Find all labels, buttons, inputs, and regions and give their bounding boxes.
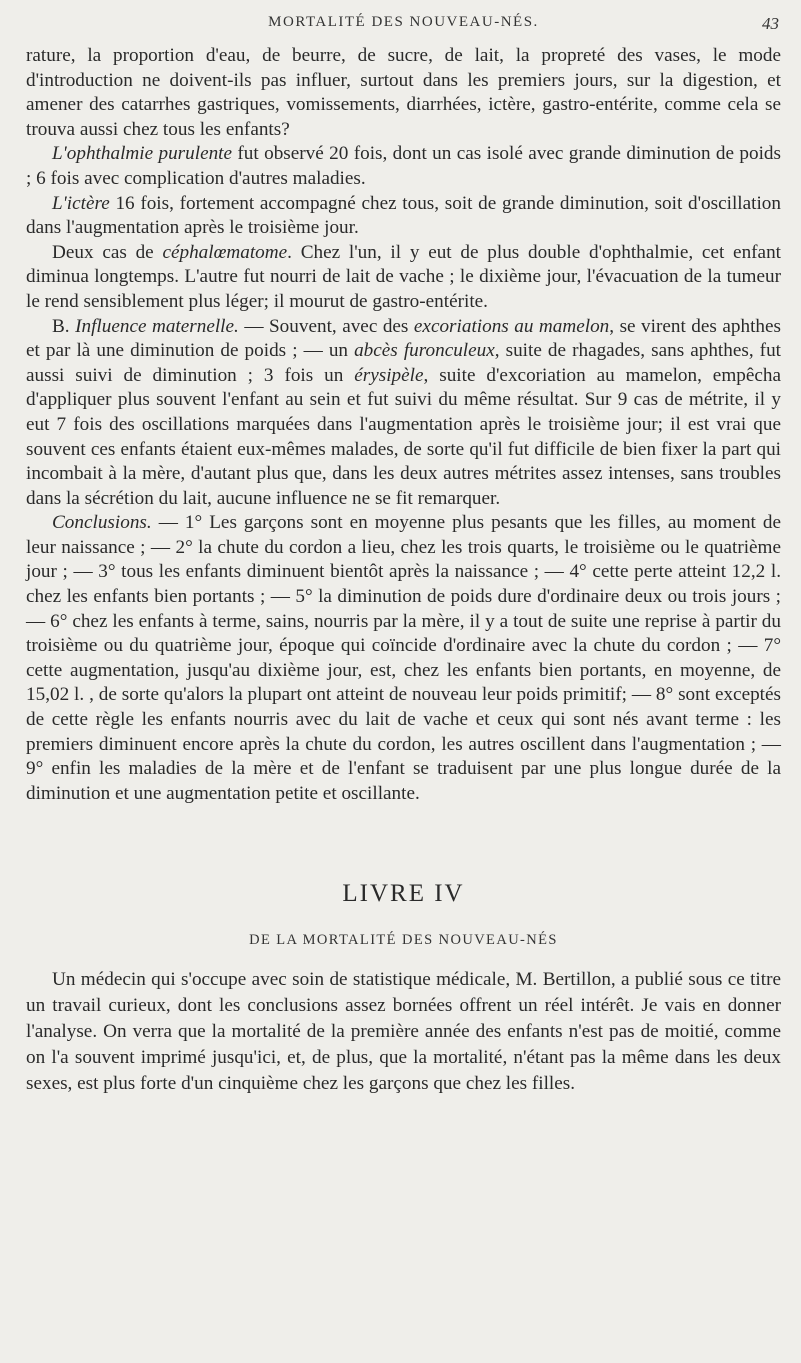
paragraph-ophthalmia xyxy=(26,142,781,191)
maternal-text-a: — Souvent, avec des xyxy=(238,315,414,337)
paragraph-cephalhematoma xyxy=(26,241,781,315)
term-abscess: abcès furonculeux xyxy=(354,340,495,362)
maternal-text-d: , suite d'excoriation au mamelon, empêcha d'appliquer plus souvent l'enfant au sein et fut suivi du même résultat. Sur 9 cas de métrite, il y eut 7 fois des oscillations marquées dans l'augmentation après le troisième jour; il est vrai que souvent ces enfants étaient eux-mêmes malades, de sorte qu'il fut difficile de bien fixer la part qui incombait à la mère, d'autant plus que, dans les deux autres métrites assez intenses, sans troubles dans la sécrétion du lait, aucune influence ne se fit remarquer. xyxy=(26,364,781,509)
paragraph-conclusions xyxy=(26,511,781,806)
term-cephalhematoma: céphalœmatome xyxy=(162,241,288,263)
page-number: 43 xyxy=(762,14,779,33)
term-conclusions: Conclusions. xyxy=(52,512,152,534)
conclusions-text: — 1° Les garçons sont en moyenne plus pesants que les filles, au moment de leur naissance ; — 2° la chute du cordon a lieu, chez les trois quarts, le troisième ou le quatrième jour ; — 3° tous les enfants diminuent bientôt après la naissance ; — 4° cette perte atteint 12,2 l. chez les enfants bien portants ; — 5° la diminution de poids dure d'ordinaire deux ou trois jours ; — 6° chez les enfants à terme, sains, nourris par la mère, il y a tout de suite une reprise à partir du troisième ou du quatrième jour, époque qui coïncide d'ordinaire avec la chute du cordon ; — 7° cette augmentation, jusqu'au dixième jour, est, chez les enfants bien portants, en moyenne, de 15,02 l. , de sorte qu'alors la plupart ont atteint de nouveau leur poids primitif; — 8° sont exceptés de cette règle les enfants nourris avec du lait de vache et ceux qui sont nés avant terme : les premiers diminuent encore après la chute du cordon, les autres oscillent dans l'augmentation ; — 9° enfin les maladies de la mère et de l'enfant se traduisent par une plus longue durée de la diminution et une augmentation petite et oscillante. xyxy=(26,512,781,804)
paragraph-feeding-factors: rature, la proportion d'eau, de beurre, de sucre, de lait, la propreté des vases, le mode d'introduction ne doivent-ils pas influer, surtout dans les premiers jours, sur la digestion, et amener des catarrhes gastriques, vomissements, diarrhées, ictère, gastro-entérite, comme cela se trouva aussi chez tous les enfants? xyxy=(26,45,781,140)
running-title: MORTALITÉ DES NOUVEAU-NÉS. xyxy=(268,14,539,30)
term-erysipelas: érysipèle xyxy=(354,364,424,386)
paragraph-ophthalmia-text: fut observé 20 fois, dont un cas isolé avec grande diminution de poids ; 6 fois avec complication d'autres maladies. xyxy=(26,143,781,189)
term-ophthalmia: L'ophthalmie purulente xyxy=(52,143,233,165)
book-subtitle: DE LA MORTALITÉ DES NOUVEAU-NÉS xyxy=(249,932,558,949)
book-intro xyxy=(26,967,781,1097)
term-excoriations: excoriations au mamelon xyxy=(413,315,610,337)
maternal-text-b: , se virent des aphthes et par là une diminution de poids ; — un xyxy=(26,315,781,362)
term-jaundice: L'ictère xyxy=(52,192,110,214)
book-title: LIVRE IV xyxy=(342,880,465,908)
section-label-b: B. xyxy=(52,315,76,337)
book-intro-paragraph: Un médecin qui s'occupe avec soin de statistique médicale, M. Bertillon, a publié sous ce titre un travail curieux, dont les conclusions assez bornées offrent un réel intérêt. Je vais en donner l'analyse. On verra que la mortalité de la première année des enfants n'est pas de moitié, comme on l'a souvent imprimé jusqu'ici, et, de plus, que la mortalité, n'étant pas la même dans les deux sexes, est plus forte d'un cinquième chez les garçons que chez les filles. xyxy=(26,969,781,1095)
maternal-text-c: , suite de rhagades, sans aphthes, fut aussi suivi de diminution ; 3 fois un xyxy=(26,340,781,386)
paragraph-jaundice-text: 16 fois, fortement accompagné chez tous, soit de grande diminution, soit d'oscillation dans l'augmentation après le troisième jour. xyxy=(26,192,781,239)
chapter-text xyxy=(26,44,781,806)
paragraph-jaundice xyxy=(26,192,781,241)
term-maternal-influence: Influence maternelle. xyxy=(75,315,239,337)
paragraph-maternal-influence xyxy=(26,315,781,512)
running-header xyxy=(26,14,781,36)
paragraph-cephalhematoma-lead: Deux cas de xyxy=(52,241,163,263)
paragraph-cephalhematoma-text: . Chez l'un, il y eut de plus double d'ophthalmie, cet enfant diminua longtemps. L'autre fut nourri de lait de vache ; le dixième jour, l'évacuation de la tumeur le rend sensiblement plus léger; il mourut de gastro-entérite. xyxy=(26,241,781,312)
